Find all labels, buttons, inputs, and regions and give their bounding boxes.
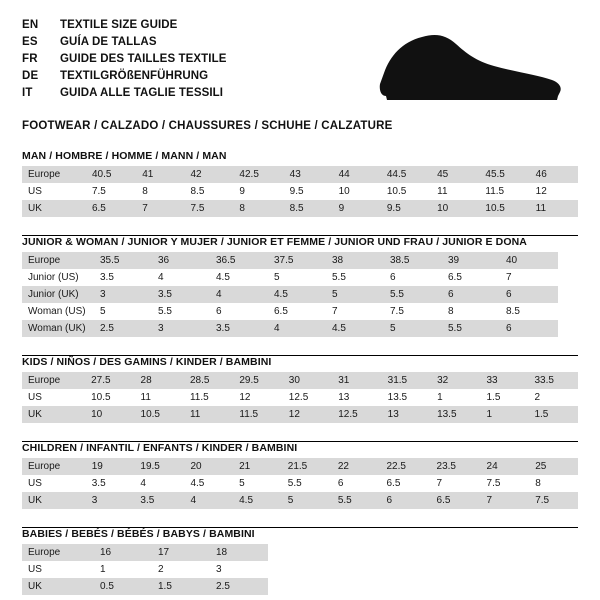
size-cell: 2 [152,561,210,578]
size-tables [22,150,578,595]
size-cell: 7.5 [529,492,578,509]
language-title: GUÍA DE TALLAS [60,36,157,48]
size-cell: 8 [233,200,283,217]
size-cell: 38.5 [384,252,442,269]
row-label: Europe [22,252,94,269]
size-cell: 11 [184,406,233,423]
size-cell: 42 [184,166,233,183]
size-cell: 7.5 [184,200,233,217]
size-cell: 7.5 [481,475,530,492]
size-cell: 18 [210,544,268,561]
size-cell: 3.5 [86,475,135,492]
size-group [22,235,578,337]
size-cell: 11 [530,200,578,217]
size-cell: 9 [233,183,283,200]
size-cell: 2.5 [94,320,152,337]
table-row [22,458,578,475]
size-cell: 9.5 [381,200,431,217]
row-label: US [22,183,86,200]
size-cell: 10 [85,406,134,423]
size-cell: 27.5 [85,372,134,389]
language-title: TEXTILGRÖßENFÜHRUNG [60,70,209,82]
size-cell: 22 [332,458,381,475]
size-table [22,166,578,217]
row-label: Europe [22,166,86,183]
size-cell: 7 [431,475,481,492]
size-cell: 33.5 [528,372,578,389]
size-cell: 6 [500,286,558,303]
size-cell: 21 [233,458,282,475]
language-row [22,52,227,67]
size-cell: 4.5 [233,492,282,509]
size-cell: 4 [184,492,233,509]
language-title: GUIDA ALLE TAGLIE TESSILI [60,87,224,99]
size-cell: 6.5 [442,269,500,286]
size-cell: 5 [326,286,384,303]
size-cell: 7.5 [384,303,442,320]
language-row [22,18,227,33]
language-row [22,35,227,50]
size-cell: 3 [152,320,210,337]
language-code: DE [22,70,39,82]
language-title: GUIDE DES TAILLES TEXTILE [60,53,227,65]
size-cell: 37.5 [268,252,326,269]
row-label: US [22,561,94,578]
size-cell: 1.5 [480,389,528,406]
size-cell: 3.5 [152,286,210,303]
size-cell: 28.5 [184,372,233,389]
table-row [22,389,578,406]
size-cell: 6 [500,320,558,337]
table-row [22,166,578,183]
size-table [22,252,558,337]
size-cell: 8 [442,303,500,320]
table-row [22,578,268,595]
size-cell: 29.5 [233,372,282,389]
size-cell: 5 [233,475,282,492]
size-cell: 4 [210,286,268,303]
size-cell: 5.5 [282,475,332,492]
size-cell: 5 [268,269,326,286]
language-code: FR [22,53,38,65]
size-cell: 10.5 [85,389,134,406]
size-cell: 16 [94,544,152,561]
size-cell: 7 [500,269,558,286]
size-cell: 30 [283,372,332,389]
size-cell: 4.5 [268,286,326,303]
size-cell: 13.5 [431,406,480,423]
size-cell: 4.5 [326,320,384,337]
language-list [22,16,227,101]
table-row [22,544,268,561]
size-group-title: MAN / HOMBRE / HOMME / MANN / MAN [22,150,227,162]
size-cell: 12 [233,389,282,406]
size-cell: 5 [282,492,332,509]
size-cell: 45 [431,166,479,183]
table-row [22,406,578,423]
size-cell: 5 [94,303,152,320]
size-cell: 44.5 [381,166,431,183]
row-label: Europe [22,372,85,389]
size-cell: 1.5 [528,406,578,423]
table-row [22,475,578,492]
table-row [22,286,558,303]
size-cell: 38 [326,252,384,269]
size-cell: 8 [136,183,184,200]
size-cell: 3.5 [94,269,152,286]
size-cell: 40 [500,252,558,269]
size-cell: 19 [86,458,135,475]
size-cell: 35.5 [94,252,152,269]
size-cell: 40.5 [86,166,136,183]
size-cell: 36 [152,252,210,269]
language-code: EN [22,19,39,31]
size-cell: 10.5 [479,200,529,217]
size-cell: 7 [481,492,530,509]
size-cell: 3 [210,561,268,578]
size-group [22,441,578,509]
size-group [22,150,578,217]
table-row [22,183,578,200]
size-cell: 4 [268,320,326,337]
size-cell: 8.5 [184,183,233,200]
size-cell: 12.5 [332,406,381,423]
language-code: ES [22,36,38,48]
table-row [22,303,558,320]
size-cell: 6 [380,492,430,509]
size-cell: 3 [94,286,152,303]
size-cell: 4 [152,269,210,286]
size-group-title: KIDS / NIÑOS / DES GAMINS / KINDER / BAMBINI [22,356,272,368]
size-cell: 1 [431,389,480,406]
size-cell: 28 [135,372,184,389]
size-cell: 4 [134,475,184,492]
size-cell: 0.5 [94,578,152,595]
row-label: Europe [22,458,86,475]
row-label: UK [22,578,94,595]
size-cell: 42.5 [233,166,283,183]
size-group [22,527,578,595]
table-row [22,269,558,286]
language-title: TEXTILE SIZE GUIDE [60,19,178,31]
size-cell: 3.5 [134,492,184,509]
table-row [22,320,558,337]
size-cell: 22.5 [380,458,430,475]
row-label: US [22,475,86,492]
size-cell: 5.5 [384,286,442,303]
size-cell: 10.5 [381,183,431,200]
size-table [22,544,268,595]
size-cell: 12 [530,183,578,200]
row-label: Woman (US) [22,303,94,320]
row-label: Junior (US) [22,269,94,286]
size-cell: 7 [136,200,184,217]
size-cell: 4.5 [184,475,233,492]
row-label: Europe [22,544,94,561]
size-cell: 13 [382,406,431,423]
size-cell: 24 [481,458,530,475]
size-cell: 32 [431,372,480,389]
size-cell: 8 [529,475,578,492]
size-cell: 6.5 [268,303,326,320]
table-row [22,492,578,509]
size-cell: 25 [529,458,578,475]
size-cell: 10 [431,200,479,217]
size-cell: 12 [283,406,332,423]
size-cell: 11 [135,389,184,406]
size-cell: 5.5 [152,303,210,320]
size-cell: 9 [333,200,381,217]
row-label: Junior (UK) [22,286,94,303]
table-row [22,200,578,217]
size-group-title: CHILDREN / INFANTIL / ENFANTS / KINDER / BAMBINI [22,442,298,454]
size-cell: 10.5 [135,406,184,423]
size-cell: 46 [530,166,578,183]
table-row [22,252,558,269]
size-cell: 6 [442,286,500,303]
size-cell: 6 [384,269,442,286]
size-cell: 19.5 [134,458,184,475]
size-cell: 6.5 [380,475,430,492]
size-cell: 23.5 [431,458,481,475]
size-cell: 2.5 [210,578,268,595]
size-cell: 10 [333,183,381,200]
size-cell: 11.5 [479,183,529,200]
row-label: UK [22,200,86,217]
size-cell: 3.5 [210,320,268,337]
size-cell: 6 [210,303,268,320]
size-cell: 6.5 [431,492,481,509]
size-group [22,355,578,423]
size-cell: 5.5 [332,492,381,509]
size-cell: 8.5 [500,303,558,320]
size-cell: 4.5 [210,269,268,286]
size-cell: 44 [333,166,381,183]
size-cell: 5.5 [326,269,384,286]
size-cell: 12.5 [283,389,332,406]
size-table [22,458,578,509]
size-cell: 13 [332,389,381,406]
row-label: UK [22,492,86,509]
size-cell: 31 [332,372,381,389]
size-cell: 6.5 [86,200,136,217]
dress-shoe-icon [376,26,566,106]
size-cell: 9.5 [284,183,333,200]
language-row [22,69,227,84]
size-cell: 33 [480,372,528,389]
row-label: Woman (UK) [22,320,94,337]
size-cell: 20 [184,458,233,475]
size-table [22,372,578,423]
size-cell: 13.5 [382,389,431,406]
size-group-title: JUNIOR & WOMAN / JUNIOR Y MUJER / JUNIOR ET FEMME / JUNIOR UND FRAU / JUNIOR E DONA [22,236,527,248]
row-label: UK [22,406,85,423]
size-cell: 39 [442,252,500,269]
size-cell: 7 [326,303,384,320]
table-row [22,561,268,578]
size-cell: 45.5 [479,166,529,183]
size-cell: 41 [136,166,184,183]
size-cell: 3 [86,492,135,509]
size-cell: 21.5 [282,458,332,475]
size-cell: 8.5 [284,200,333,217]
size-cell: 6 [332,475,381,492]
section-title: FOOTWEAR / CALZADO / CHAUSSURES / SCHUHE / CALZATURE [22,120,393,132]
size-group-title: BABIES / BEBÉS / BÉBÉS / BABYS / BAMBINI [22,528,255,540]
size-cell: 11 [431,183,479,200]
size-cell: 7.5 [86,183,136,200]
size-cell: 11.5 [233,406,282,423]
size-cell: 17 [152,544,210,561]
size-cell: 36.5 [210,252,268,269]
table-row [22,372,578,389]
language-row [22,86,227,101]
size-cell: 5 [384,320,442,337]
size-cell: 1 [480,406,528,423]
header [22,16,578,106]
size-cell: 43 [284,166,333,183]
language-code: IT [22,87,33,99]
size-cell: 2 [528,389,578,406]
size-cell: 5.5 [442,320,500,337]
size-cell: 11.5 [184,389,233,406]
size-cell: 31.5 [382,372,431,389]
size-cell: 1 [94,561,152,578]
row-label: US [22,389,85,406]
size-cell: 1.5 [152,578,210,595]
